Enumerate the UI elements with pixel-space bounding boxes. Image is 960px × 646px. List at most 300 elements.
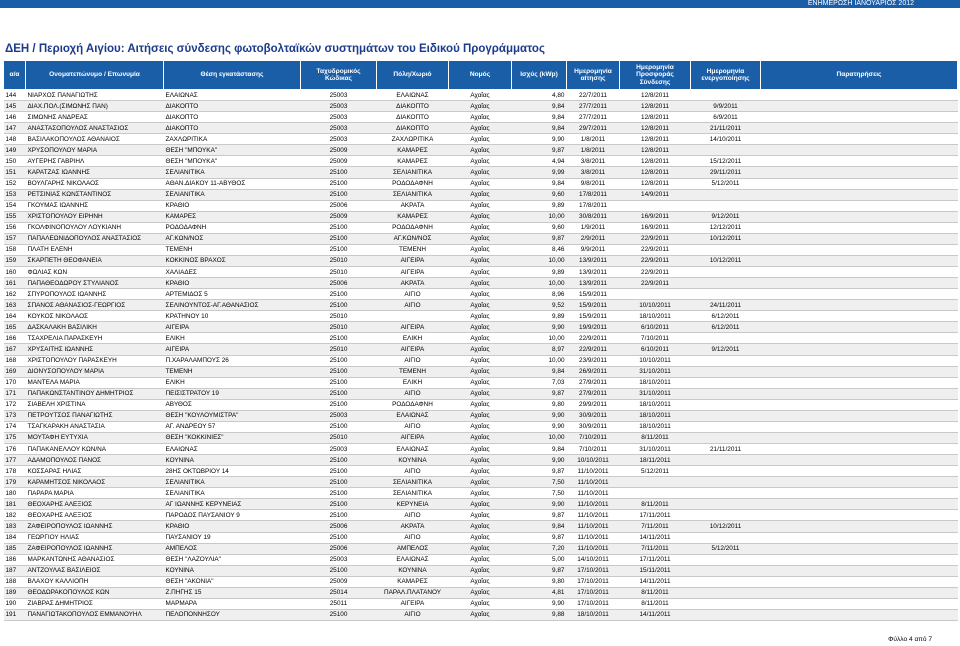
cell-name: ΓΕΩΡΓΙΟΥ ΗΛΙΑΣ [26, 532, 164, 543]
table-row [4, 222, 958, 233]
cell-site: ΑΜΠΕΛΟΣ [164, 543, 301, 554]
cell-aa: 187 [4, 565, 26, 576]
cell-postcode: 25003 [301, 112, 377, 123]
cell-offer-date: 7/11/2011 [620, 543, 691, 554]
cell-prefecture: Αχαΐας [449, 587, 512, 598]
cell-activation-date [691, 278, 761, 289]
cell-remarks [761, 598, 958, 609]
cell-application-date: 11/10/2011 [567, 477, 620, 488]
cell-remarks [761, 211, 958, 222]
cell-town: ΣΕΛΙΑΝΙΤΙΚΑ [377, 167, 449, 178]
cell-prefecture: Αχαΐας [449, 200, 512, 211]
cell-postcode: 25010 [301, 255, 377, 266]
cell-aa: 183 [4, 521, 26, 532]
cell-site: ΘΕΣΗ "ΚΟΚΚΙΝΙΕΣ" [164, 432, 301, 443]
cell-aa: 167 [4, 344, 26, 355]
cell-offer-date: 22/9/2011 [620, 255, 691, 266]
cell-offer-date: 18/10/2011 [620, 421, 691, 432]
cell-power: 4,80 [512, 90, 567, 101]
cell-application-date: 17/8/2011 [567, 189, 620, 200]
cell-power: 9,90 [512, 421, 567, 432]
cell-town: ΚΟΥΝΙΝΑ [377, 455, 449, 466]
cell-activation-date [691, 554, 761, 565]
cell-aa: 156 [4, 222, 26, 233]
table-row [4, 289, 958, 300]
cell-offer-date [620, 289, 691, 300]
cell-remarks [761, 123, 958, 134]
cell-site: ΘΕΣΗ "ΚΟΥΛΟΥΜΙΣΤΡΑ" [164, 410, 301, 421]
cell-prefecture: Αχαΐας [449, 399, 512, 410]
cell-aa: 146 [4, 112, 26, 123]
cell-aa: 154 [4, 200, 26, 211]
cell-postcode: 25009 [301, 156, 377, 167]
cell-power: 9,90 [512, 499, 567, 510]
cell-prefecture: Αχαΐας [449, 565, 512, 576]
cell-offer-date: 6/10/2011 [620, 322, 691, 333]
cell-prefecture: Αχαΐας [449, 532, 512, 543]
col-header-postcode: Ταχυδρομικός Κώδικας [301, 61, 377, 90]
cell-town: ΕΛΑΙΩΝΑΣ [377, 90, 449, 101]
cell-name: ΖΑΦΕΙΡΟΠΟΥΛΟΣ ΙΩΑΝΝΗΣ [26, 543, 164, 554]
cell-activation-date [691, 145, 761, 156]
cell-name: ΧΡΙΣΤΟΠΟΥΛΟΥ ΠΑΡΑΣΚΕΥΗ [26, 355, 164, 366]
cell-power: 8,46 [512, 244, 567, 255]
cell-postcode: 25100 [301, 477, 377, 488]
table-row [4, 477, 958, 488]
cell-offer-date: 12/8/2011 [620, 145, 691, 156]
cell-application-date: 17/10/2011 [567, 576, 620, 587]
cell-site: ΑΙΓΕΙΡΑ [164, 344, 301, 355]
cell-site: ΔΙΑΚΟΠΤΟ [164, 123, 301, 134]
cell-prefecture: Αχαΐας [449, 300, 512, 311]
table-row [4, 355, 958, 366]
cell-power: 9,87 [512, 388, 567, 399]
cell-name: ΚΟΥΚΟΣ ΝΙΚΟΛΑΟΣ [26, 311, 164, 322]
cell-prefecture: Αχαΐας [449, 488, 512, 499]
cell-town: ΔΙΑΚΟΠΤΟ [377, 101, 449, 112]
cell-town: ΕΛΙΚΗ [377, 333, 449, 344]
cell-town: ΑΙΓΙΟ [377, 466, 449, 477]
cell-remarks [761, 255, 958, 266]
cell-prefecture: Αχαΐας [449, 609, 512, 620]
col-header-name: Ονοματεπώνυμο / Επωνυμία [26, 61, 164, 90]
cell-remarks [761, 444, 958, 455]
cell-prefecture: Αχαΐας [449, 90, 512, 101]
cell-name: ΤΣΑΓΚΑΡΑΚΗ ΑΝΑΣΤΑΣΙΑ [26, 421, 164, 432]
cell-name: ΖΑΦΕΙΡΟΠΟΥΛΟΣ ΙΩΑΝΝΗΣ [26, 521, 164, 532]
cell-aa: 177 [4, 455, 26, 466]
cell-name: ΒΛΑΧΟΥ ΚΑΛΛΙΟΠΗ [26, 576, 164, 587]
cell-offer-date: 16/9/2011 [620, 222, 691, 233]
cell-offer-date: 10/10/2011 [620, 355, 691, 366]
cell-offer-date: 18/10/2011 [620, 399, 691, 410]
cell-site: ΚΡΑΘΙΟ [164, 200, 301, 211]
cell-town: ΑΙΓΙΟ [377, 421, 449, 432]
cell-power: 9,60 [512, 189, 567, 200]
cell-activation-date [691, 267, 761, 278]
cell-postcode: 25010 [301, 267, 377, 278]
cell-activation-date: 10/12/2011 [691, 233, 761, 244]
cell-prefecture: Αχαΐας [449, 388, 512, 399]
cell-postcode: 25100 [301, 421, 377, 432]
cell-site: ΠΕΙΣΙΣΤΡΑΤΟΥ 19 [164, 388, 301, 399]
cell-application-date: 3/8/2011 [567, 167, 620, 178]
cell-postcode: 25100 [301, 510, 377, 521]
table-row [4, 255, 958, 266]
table-row [4, 466, 958, 477]
table-row [4, 112, 958, 123]
cell-name: ΘΕΟΧΑΡΗΣ ΑΛΕΞΙΟΣ [26, 510, 164, 521]
cell-prefecture: Αχαΐας [449, 455, 512, 466]
cell-prefecture: Αχαΐας [449, 576, 512, 587]
cell-postcode: 25100 [301, 222, 377, 233]
top-banner [0, 0, 960, 8]
cell-name: ΑΥΓΕΡΗΣ ΓΑΒΡΙΗΛ [26, 156, 164, 167]
cell-aa: 176 [4, 444, 26, 455]
cell-postcode: 25003 [301, 90, 377, 101]
cell-town: ΑΙΓΕΙΡΑ [377, 344, 449, 355]
cell-postcode: 25100 [301, 289, 377, 300]
table-header-row [4, 61, 958, 90]
cell-town: ΚΑΜΑΡΕΣ [377, 211, 449, 222]
cell-application-date: 27/9/2011 [567, 377, 620, 388]
cell-activation-date [691, 532, 761, 543]
cell-application-date: 17/8/2011 [567, 200, 620, 211]
cell-offer-date: 5/12/2011 [620, 466, 691, 477]
cell-activation-date [691, 366, 761, 377]
cell-aa: 172 [4, 399, 26, 410]
cell-activation-date: 29/11/2011 [691, 167, 761, 178]
cell-remarks [761, 134, 958, 145]
cell-offer-date: 22/9/2011 [620, 278, 691, 289]
cell-power: 9,84 [512, 112, 567, 123]
cell-postcode: 25009 [301, 145, 377, 156]
col-header-town: Πόλη/Χωριό [377, 61, 449, 90]
cell-offer-date: 31/10/2011 [620, 388, 691, 399]
cell-prefecture: Αχαΐας [449, 598, 512, 609]
cell-power: 9,84 [512, 366, 567, 377]
cell-aa: 147 [4, 123, 26, 134]
cell-site: ΧΑΛΙΑΔΕΣ [164, 267, 301, 278]
cell-postcode: 25003 [301, 134, 377, 145]
cell-activation-date [691, 598, 761, 609]
cell-postcode: 25010 [301, 432, 377, 443]
cell-application-date: 10/10/2011 [567, 455, 620, 466]
cell-power: 9,87 [512, 233, 567, 244]
cell-power: 9,99 [512, 167, 567, 178]
cell-remarks [761, 488, 958, 499]
cell-application-date: 30/8/2011 [567, 211, 620, 222]
cell-name: ΒΟΥΛΓΑΡΗΣ ΝΙΚΟΛΑΟΣ [26, 178, 164, 189]
table-row [4, 90, 958, 101]
cell-town: ΚΕΡΥΝΕΙΑ [377, 499, 449, 510]
cell-power: 10,00 [512, 333, 567, 344]
table-row [4, 532, 958, 543]
cell-application-date: 11/10/2011 [567, 521, 620, 532]
table-row [4, 167, 958, 178]
cell-activation-date: 10/12/2011 [691, 521, 761, 532]
col-header-activation-date: Ημερομηνία ενεργοποίησης [691, 61, 761, 90]
cell-postcode: 25014 [301, 587, 377, 598]
cell-power: 5,00 [512, 554, 567, 565]
cell-prefecture: Αχαΐας [449, 410, 512, 421]
cell-aa: 173 [4, 410, 26, 421]
cell-prefecture: Αχαΐας [449, 432, 512, 443]
cell-postcode: 25003 [301, 123, 377, 134]
cell-application-date: 7/10/2011 [567, 444, 620, 455]
cell-power: 9,60 [512, 222, 567, 233]
cell-prefecture: Αχαΐας [449, 543, 512, 554]
cell-activation-date: 10/12/2011 [691, 255, 761, 266]
table-row [4, 521, 958, 532]
cell-power: 9,90 [512, 410, 567, 421]
cell-power: 9,89 [512, 267, 567, 278]
cell-aa: 190 [4, 598, 26, 609]
cell-power: 4,81 [512, 587, 567, 598]
cell-town: ΖΑΧΛΩΡΙΤΙΚΑ [377, 134, 449, 145]
cell-prefecture: Αχαΐας [449, 233, 512, 244]
cell-offer-date: 8/11/2011 [620, 432, 691, 443]
cell-power: 9,90 [512, 134, 567, 145]
cell-town: ΑΙΓΕΙΡΑ [377, 267, 449, 278]
cell-power: 8,97 [512, 344, 567, 355]
cell-offer-date: 15/11/2011 [620, 565, 691, 576]
cell-name: ΑΝΤΖΟΥΛΑΣ ΒΑΣΙΛΕΙΟΣ [26, 565, 164, 576]
cell-postcode: 25003 [301, 101, 377, 112]
cell-activation-date [691, 355, 761, 366]
cell-town: ΑΙΓΕΙΡΑ [377, 432, 449, 443]
cell-prefecture: Αχαΐας [449, 156, 512, 167]
cell-application-date: 14/10/2011 [567, 554, 620, 565]
cell-activation-date: 5/12/2011 [691, 178, 761, 189]
cell-postcode: 25009 [301, 211, 377, 222]
cell-name: ΡΕΤΣΙΝΙΑΣ ΚΩΝΣΤΑΝΤΙΝΟΣ [26, 189, 164, 200]
table-row [4, 576, 958, 587]
cell-prefecture: Αχαΐας [449, 521, 512, 532]
cell-town: ΑΙΓΙΟ [377, 388, 449, 399]
cell-aa: 182 [4, 510, 26, 521]
cell-site: ΚΟΚΚΙΝΟΣ ΒΡΑΧΟΣ [164, 255, 301, 266]
cell-activation-date [691, 388, 761, 399]
cell-postcode: 25100 [301, 233, 377, 244]
cell-remarks [761, 377, 958, 388]
cell-name: ΧΡΥΣΑΙΤΗΣ ΙΩΑΝΝΗΣ [26, 344, 164, 355]
cell-power: 10,00 [512, 278, 567, 289]
cell-offer-date: 12/8/2011 [620, 112, 691, 123]
cell-site: ΑΡΤΕΜΙΔΟΣ 5 [164, 289, 301, 300]
cell-postcode: 25100 [301, 609, 377, 620]
cell-postcode: 25011 [301, 598, 377, 609]
cell-power: 9,89 [512, 200, 567, 211]
cell-prefecture: Αχαΐας [449, 421, 512, 432]
cell-remarks [761, 267, 958, 278]
cell-aa: 178 [4, 466, 26, 477]
page-title: ΔΕΗ / Περιοχή Αιγίου: Αιτήσεις σύνδεσης φωτοβολταϊκών συστημάτων του Ειδικού Προγράμματος [5, 43, 545, 55]
cell-town: ΑΙΓΕΙΡΑ [377, 598, 449, 609]
cell-activation-date [691, 333, 761, 344]
cell-power: 4,94 [512, 156, 567, 167]
cell-town: ΑΙΓΙΟ [377, 510, 449, 521]
cell-application-date: 17/10/2011 [567, 587, 620, 598]
cell-application-date: 15/9/2011 [567, 300, 620, 311]
cell-offer-date: 14/11/2011 [620, 609, 691, 620]
cell-remarks [761, 466, 958, 477]
cell-town: ΚΑΜΑΡΕΣ [377, 576, 449, 587]
cell-offer-date: 8/11/2011 [620, 587, 691, 598]
cell-activation-date [691, 609, 761, 620]
cell-town: ΚΑΜΑΡΕΣ [377, 145, 449, 156]
table-row [4, 410, 958, 421]
cell-offer-date: 12/8/2011 [620, 134, 691, 145]
cell-prefecture: Αχαΐας [449, 134, 512, 145]
cell-name: ΣΚΑΡΠΕΤΗ ΘΕΟΦΑΝΕΙΑ [26, 255, 164, 266]
page-number: Φύλλο 4 από 7 [888, 636, 932, 643]
table-row [4, 145, 958, 156]
cell-application-date: 15/9/2011 [567, 311, 620, 322]
cell-remarks [761, 200, 958, 211]
cell-remarks [761, 554, 958, 565]
cell-offer-date: 14/11/2011 [620, 576, 691, 587]
cell-application-date: 29/9/2011 [567, 399, 620, 410]
cell-remarks [761, 178, 958, 189]
cell-power: 9,80 [512, 576, 567, 587]
cell-town [377, 311, 449, 322]
cell-aa: 179 [4, 477, 26, 488]
cell-aa: 158 [4, 244, 26, 255]
cell-offer-date: 14/11/2011 [620, 532, 691, 543]
cell-power: 9,90 [512, 322, 567, 333]
cell-activation-date [691, 289, 761, 300]
cell-activation-date: 9/9/2011 [691, 101, 761, 112]
cell-site: ΣΕΛΙΝΟΥΝΤΟΣ-ΑΓ.ΑΘΑΝΑΣΙΟΣ [164, 300, 301, 311]
cell-application-date: 22/7/2011 [567, 90, 620, 101]
cell-name: ΠΕΤΡΟΥΤΣΟΣ ΠΑΝΑΓΙΩΤΗΣ [26, 410, 164, 421]
applications-table [3, 60, 958, 621]
cell-activation-date: 9/12/2011 [691, 344, 761, 355]
cell-town: ΚΑΜΑΡΕΣ [377, 156, 449, 167]
cell-prefecture: Αχαΐας [449, 499, 512, 510]
table-row [4, 322, 958, 333]
cell-name: ΤΣΑΧΡΕΛΙΑ ΠΑΡΑΣΚΕΥΗ [26, 333, 164, 344]
cell-application-date: 13/9/2011 [567, 267, 620, 278]
cell-offer-date: 18/10/2011 [620, 311, 691, 322]
cell-site: ΕΛΑΙΩΝΑΣ [164, 90, 301, 101]
cell-power: 8,96 [512, 289, 567, 300]
cell-name: ΑΝΑΣΤΑΣΟΠΟΥΛΟΣ ΑΝΑΣΤΑΣΙΟΣ [26, 123, 164, 134]
cell-remarks [761, 455, 958, 466]
cell-power: 9,90 [512, 455, 567, 466]
cell-prefecture: Αχαΐας [449, 123, 512, 134]
table-row [4, 499, 958, 510]
cell-site: ΣΕΛΙΑΝΙΤΙΚΑ [164, 189, 301, 200]
cell-remarks [761, 300, 958, 311]
cell-remarks [761, 521, 958, 532]
table-row [4, 432, 958, 443]
cell-application-date: 11/10/2011 [567, 543, 620, 554]
cell-application-date: 13/9/2011 [567, 278, 620, 289]
cell-site: ΠΕΛΟΠΟΝΝΗΣΟΥ [164, 609, 301, 620]
cell-application-date: 2/9/2011 [567, 233, 620, 244]
cell-prefecture: Αχαΐας [449, 211, 512, 222]
cell-site: ΑΒΥΘΟΣ [164, 399, 301, 410]
cell-aa: 168 [4, 355, 26, 366]
cell-power: 10,00 [512, 211, 567, 222]
cell-remarks [761, 167, 958, 178]
cell-remarks [761, 499, 958, 510]
cell-application-date: 22/9/2011 [567, 333, 620, 344]
cell-offer-date: 31/10/2011 [620, 366, 691, 377]
table-row [4, 587, 958, 598]
cell-activation-date: 9/12/2011 [691, 211, 761, 222]
cell-site: ΚΡΑΘΙΟ [164, 521, 301, 532]
cell-offer-date [620, 200, 691, 211]
cell-offer-date: 22/9/2011 [620, 233, 691, 244]
cell-aa: 181 [4, 499, 26, 510]
cell-application-date: 17/10/2011 [567, 598, 620, 609]
cell-postcode: 25100 [301, 377, 377, 388]
cell-postcode: 25006 [301, 200, 377, 211]
cell-offer-date: 8/11/2011 [620, 499, 691, 510]
cell-postcode: 25100 [301, 565, 377, 576]
cell-postcode: 25100 [301, 333, 377, 344]
cell-remarks [761, 101, 958, 112]
table-row [4, 134, 958, 145]
cell-site: ΤΕΜΕΝΗ [164, 366, 301, 377]
cell-name: ΠΑΡΑΡΑ ΜΑΡΙΑ [26, 488, 164, 499]
cell-application-date: 27/9/2011 [567, 388, 620, 399]
cell-application-date: 1/8/2011 [567, 145, 620, 156]
cell-postcode: 25010 [301, 344, 377, 355]
cell-town: ΣΕΛΙΑΝΙΤΙΚΑ [377, 477, 449, 488]
table-row [4, 543, 958, 554]
cell-power: 7,03 [512, 377, 567, 388]
cell-aa: 150 [4, 156, 26, 167]
cell-name: ΓΚΟΥΜΑΣ ΙΩΑΝΝΗΣ [26, 200, 164, 211]
cell-name: ΠΑΠΑΛΕΩΝΙΔΟΠΟΥΛΟΣ ΑΝΑΣΤΑΣΙΟΣ [26, 233, 164, 244]
cell-remarks [761, 222, 958, 233]
cell-activation-date: 14/10/2011 [691, 134, 761, 145]
cell-postcode: 25006 [301, 543, 377, 554]
cell-application-date: 11/10/2011 [567, 488, 620, 499]
cell-remarks [761, 344, 958, 355]
cell-site: ΑΘΑΝ.ΔΙΑΚΟΥ 11-ΑΒΥΘΟΣ [164, 178, 301, 189]
cell-town: ΑΓ.ΚΩΝ/ΝΟΣ [377, 233, 449, 244]
cell-town: ΕΛΑΙΩΝΑΣ [377, 444, 449, 455]
cell-site: ΠΑΡΟΔΟΣ ΠΑΥΣΑΝΙΟΥ 9 [164, 510, 301, 521]
cell-postcode: 25100 [301, 488, 377, 499]
cell-postcode: 25100 [301, 455, 377, 466]
cell-remarks [761, 278, 958, 289]
cell-application-date: 11/10/2011 [567, 510, 620, 521]
cell-town: ΕΛΑΙΩΝΑΣ [377, 410, 449, 421]
cell-aa: 170 [4, 377, 26, 388]
cell-site: ΚΑΜΑΡΕΣ [164, 211, 301, 222]
cell-power: 7,50 [512, 477, 567, 488]
cell-offer-date: 12/8/2011 [620, 167, 691, 178]
table-row [4, 598, 958, 609]
cell-site: ΣΕΛΙΑΝΙΤΙΚΑ [164, 488, 301, 499]
cell-application-date: 27/7/2011 [567, 101, 620, 112]
table-row [4, 200, 958, 211]
table-row [4, 278, 958, 289]
table-row [4, 510, 958, 521]
cell-town: ΑΙΓΙΟ [377, 532, 449, 543]
cell-name: ΚΟΣΣΑΡΑΣ ΗΛΙΑΣ [26, 466, 164, 477]
cell-site: ΘΕΣΗ "ΛΑΖΟΥΛΙΑ" [164, 554, 301, 565]
cell-prefecture: Αχαΐας [449, 244, 512, 255]
cell-prefecture: Αχαΐας [449, 554, 512, 565]
cell-aa: 164 [4, 311, 26, 322]
